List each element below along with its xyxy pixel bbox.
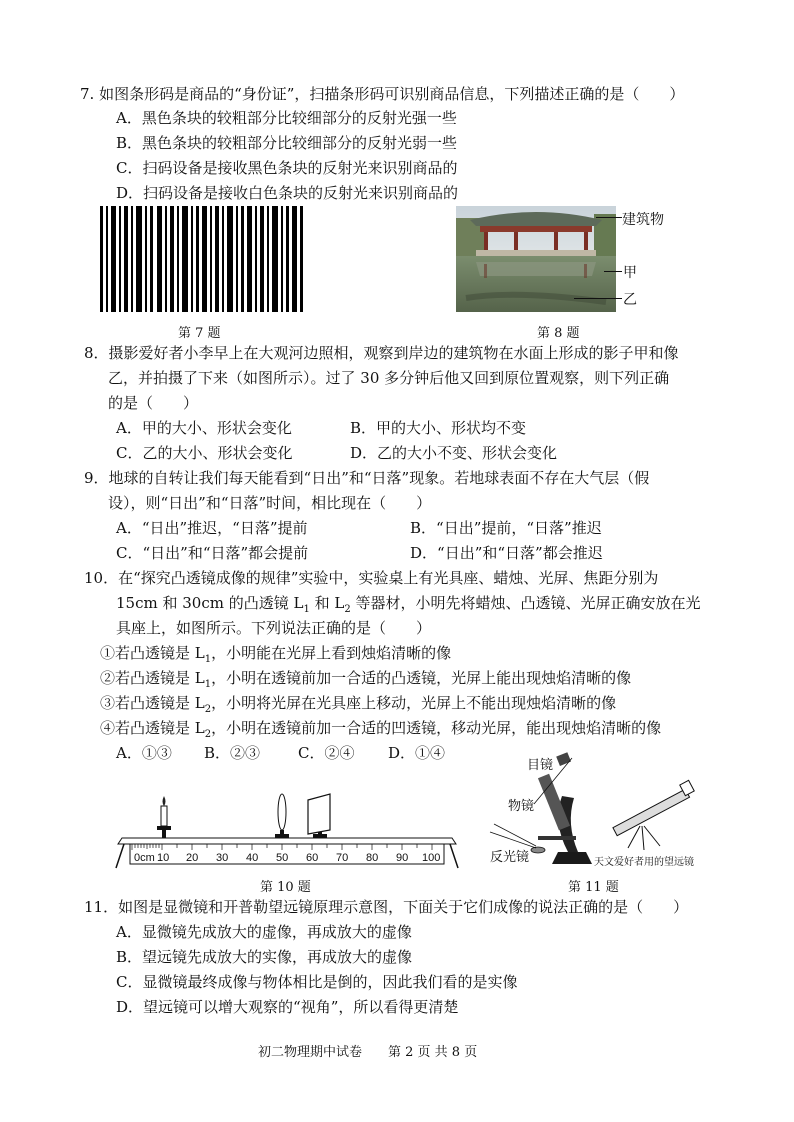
ruler-tick-60: 60 bbox=[306, 852, 319, 864]
ruler-tick-100: 100 bbox=[422, 852, 441, 864]
q10-s2-pre: ②若凸透镜是 L bbox=[100, 669, 205, 687]
q7-option-d: D．扫码设备是接收白色条块的反射光来识别商品的 bbox=[116, 184, 459, 202]
q9-option-b: B．“日出”提前，“日落”推迟 bbox=[410, 519, 602, 537]
telescope-label: 天文爱好者用的望远镜 bbox=[594, 857, 694, 868]
q10-statement-2 bbox=[100, 668, 631, 695]
q10-s3-sub: 2 bbox=[204, 704, 212, 715]
building-label: 建筑物 bbox=[622, 212, 664, 228]
image-yi-pointer-line bbox=[574, 298, 622, 299]
q10-s4-pre: ④若凸透镜是 L bbox=[100, 719, 205, 737]
q9-option-a: A．“日出”推迟，“日落”提前 bbox=[116, 519, 308, 537]
q10-line2-pre: 15cm 和 30cm 的凸透镜 L bbox=[116, 594, 304, 612]
q10-s1-sub: 1 bbox=[204, 654, 212, 665]
q7-figure-caption: 第 7 题 bbox=[178, 326, 221, 341]
q11-option-a: A．显微镜先成放大的虚像，再成放大的虚像 bbox=[116, 923, 412, 941]
image-yi-label: 乙 bbox=[623, 292, 637, 308]
q10-s4-post: ，小明在透镜前加一合适的凹透镜，移动光屏，能出现烛焰清晰的像 bbox=[211, 719, 662, 737]
q9-option-d: D．“日出”和“日落”都会推迟 bbox=[410, 544, 603, 562]
ruler-tick-80: 80 bbox=[366, 852, 379, 864]
ruler-tick-90: 90 bbox=[396, 852, 409, 864]
q10-s2-sub: 1 bbox=[204, 679, 212, 690]
barcode-image bbox=[100, 206, 306, 314]
q10-s2-post: ，小明在透镜前加一合适的凸透镜，光屏上能出现烛焰清晰的像 bbox=[211, 669, 632, 687]
q8-stem-line-2: 乙，并拍摄了下来（如图所示）。过了 30 多分钟后他又回到原位置观察，则下列正确 bbox=[108, 369, 670, 387]
q10-stem-line-3: 具座上，如图所示。下列说法正确的是（ ） bbox=[116, 619, 432, 637]
telescope-icon bbox=[613, 780, 694, 850]
q10-stem-line-1: 10．在“探究凸透镜成像的规律”实验中，实验桌上有光具座、蜡烛、光屏、焦距分别为 bbox=[84, 569, 659, 587]
q10-figure-caption: 第 10 题 bbox=[260, 880, 311, 895]
mirror-label: 反光镜 bbox=[490, 850, 530, 865]
q10-stem-line-2 bbox=[116, 593, 701, 620]
q10-statement-3 bbox=[100, 693, 616, 720]
q8-stem-line-3: 的是（ ） bbox=[108, 394, 199, 412]
q7-option-b: B．黑色条块的较粗部分比较细部分的反射光弱一些 bbox=[116, 134, 458, 152]
q11-option-b: B．望远镜先成放大的实像，再成放大的虚像 bbox=[116, 948, 413, 966]
light-screen-icon bbox=[308, 794, 330, 838]
building-pointer-line bbox=[596, 217, 622, 218]
q10-line2-sub2: 2 bbox=[344, 604, 351, 615]
candle-icon bbox=[157, 796, 171, 838]
q8-option-c: C．乙的大小、形状会变化 bbox=[116, 444, 293, 462]
q8-stem-line-1: 8．摄影爱好者小李早上在大观河边照相，观察到岸边的建筑物在水面上形成的影子甲和像 bbox=[84, 344, 679, 362]
q10-statement-4 bbox=[100, 718, 661, 745]
optical-bench-diagram bbox=[112, 790, 462, 872]
ruler-tick-30: 30 bbox=[216, 852, 229, 864]
q8-figure-caption: 第 8 题 bbox=[537, 326, 580, 341]
ruler-tick-40: 40 bbox=[246, 852, 259, 864]
q10-option-b: B．②③ bbox=[204, 744, 261, 762]
q10-s3-pre: ③若凸透镜是 L bbox=[100, 694, 205, 712]
q9-option-c: C．“日出”和“日落”都会提前 bbox=[116, 544, 309, 562]
ruler-tick-50: 50 bbox=[276, 852, 289, 864]
q7-option-a: A．黑色条块的较粗部分比较细部分的反射光强一些 bbox=[116, 109, 457, 127]
q11-option-d: D．望远镜可以增大观察的“视角”，所以看得更清楚 bbox=[116, 998, 459, 1016]
ruler-tick-10: 10 bbox=[157, 852, 170, 864]
q10-s1-post: ，小明能在光屏上看到烛焰清晰的像 bbox=[211, 644, 452, 662]
q10-statement-1 bbox=[100, 643, 451, 670]
q7-stem: 7. 如图条形码是商品的“身份证”，扫描条形码可识别商品信息，下列描述正确的是（ ） bbox=[80, 85, 685, 103]
q8-option-b: B．甲的大小、形状均不变 bbox=[350, 419, 527, 437]
q9-stem-line-2: 设），则“日出”和“日落”时间，相比现在（ ） bbox=[108, 494, 432, 512]
shadow-jia-pointer-line bbox=[604, 271, 622, 272]
q8-option-a: A．甲的大小、形状会变化 bbox=[116, 419, 292, 437]
page-footer: 初二物理期中试卷 第 2 页 共 8 页 bbox=[258, 1045, 478, 1060]
q10-line2-mid: 和 L bbox=[309, 594, 345, 612]
convex-lens-icon bbox=[275, 794, 289, 838]
q11-option-c: C．显微镜最终成像与物体相比是倒的，因此我们看的是实像 bbox=[116, 973, 518, 991]
q10-line2-sub1: 1 bbox=[303, 604, 310, 615]
q10-s1-pre: ①若凸透镜是 L bbox=[100, 644, 205, 662]
q10-line2-post: 等器材，小明先将蜡烛、凸透镜、光屏正确安放在光 bbox=[350, 594, 701, 612]
q10-option-a: A．①③ bbox=[116, 744, 172, 762]
q9-stem-line-1: 9．地球的自转让我们每天能看到“日出”和“日落”现象。若地球表面不存在大气层（假 bbox=[84, 469, 650, 487]
q8-option-d: D．乙的大小不变、形状会变化 bbox=[350, 444, 558, 462]
q11-figure-caption: 第 11 题 bbox=[568, 880, 619, 895]
ruler-tick-70: 70 bbox=[336, 852, 349, 864]
ruler-tick-20: 20 bbox=[186, 852, 199, 864]
pavilion-reflection-photo bbox=[456, 206, 616, 312]
q10-s4-sub: 2 bbox=[204, 729, 212, 740]
q10-option-c: C．②④ bbox=[298, 744, 355, 762]
q10-option-d: D．①④ bbox=[388, 744, 446, 762]
q7-option-c: C．扫码设备是接收黑色条块的反射光来识别商品的 bbox=[116, 159, 458, 177]
objective-label: 物镜 bbox=[508, 799, 535, 814]
shadow-jia-label: 甲 bbox=[623, 265, 637, 281]
eyepiece-label: 目镜 bbox=[527, 758, 554, 773]
q10-s3-post: ，小明将光屏在光具座上移动，光屏上不能出现烛焰清晰的像 bbox=[211, 694, 617, 712]
ruler-tick-0: 0cm bbox=[134, 852, 155, 864]
q11-stem: 11．如图是显微镜和开普勒望远镜原理示意图，下面关于它们成像的说法正确的是（ ） bbox=[84, 898, 689, 916]
